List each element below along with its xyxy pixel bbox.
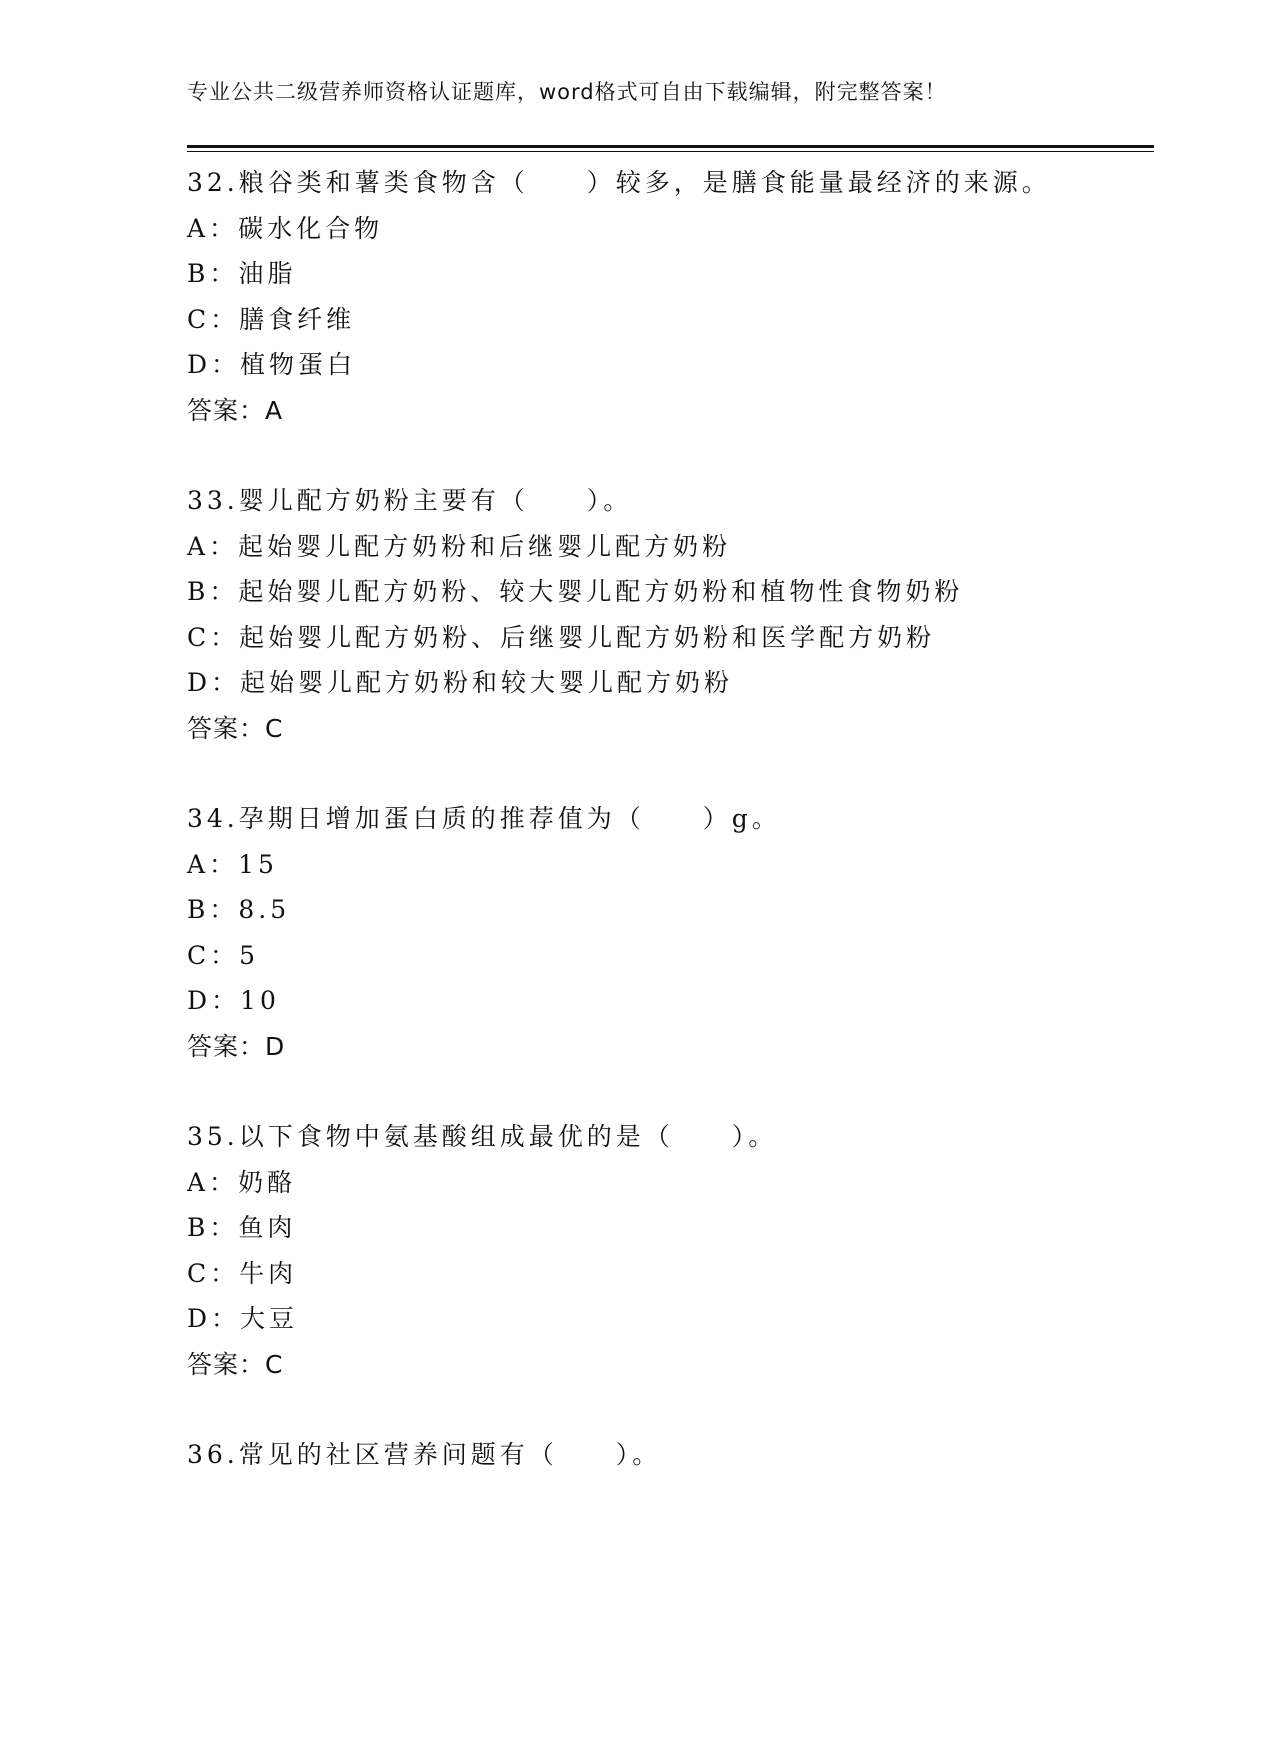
option-b — [187, 569, 1154, 615]
option-c — [187, 615, 1154, 661]
option-b — [187, 251, 1154, 297]
question-36 — [187, 1432, 1154, 1750]
option-letter: B： — [187, 577, 239, 606]
option-text: 10 — [240, 986, 280, 1015]
question-stem: 32.粮谷类和薯类食物含（ ）较多，是膳食能量最经济的来源。 — [187, 168, 1051, 197]
option-c — [187, 1251, 1154, 1297]
option-letter: B： — [187, 259, 239, 288]
option-d — [187, 1296, 1154, 1342]
option-letter: A： — [187, 531, 239, 561]
answer-label: 答案： — [187, 1349, 266, 1379]
option-text: 奶酪 — [238, 1167, 297, 1197]
question-35 — [187, 1114, 1154, 1432]
option-a — [187, 524, 1154, 570]
option-letter: A： — [187, 849, 239, 879]
option-text: 起始婴儿配方奶粉、较大婴儿配方奶粉和植物性食物奶粉 — [238, 577, 964, 606]
option-b — [187, 1205, 1154, 1251]
option-letter: C： — [187, 1258, 240, 1288]
question-list — [187, 160, 1154, 1750]
question-stem: 34.孕期日增加蛋白质的推荐值为（ ）g。 — [187, 804, 781, 833]
option-text: 牛肉 — [239, 1258, 298, 1288]
answer-value: A — [265, 395, 284, 425]
option-text: 5 — [239, 940, 260, 970]
option-letter: C： — [187, 304, 240, 334]
option-letter: C： — [187, 622, 240, 652]
option-text: 植物蛋白 — [240, 350, 357, 379]
option-text: 膳食纤维 — [239, 304, 356, 334]
option-letter: A： — [187, 1167, 239, 1197]
question-32 — [187, 160, 1154, 478]
option-d — [187, 978, 1154, 1024]
answer-line — [187, 1342, 1154, 1388]
option-letter: D： — [187, 350, 241, 379]
answer-label: 答案： — [187, 713, 266, 743]
answer-value: C — [265, 713, 284, 743]
header-rule-thin — [187, 151, 1154, 152]
option-b — [187, 887, 1154, 933]
answer-line — [187, 706, 1154, 752]
option-text: 起始婴儿配方奶粉、后继婴儿配方奶粉和医学配方奶粉 — [239, 622, 936, 652]
answer-label: 答案： — [187, 1031, 266, 1061]
option-c — [187, 297, 1154, 343]
option-text: 15 — [238, 849, 278, 879]
option-text: 油脂 — [238, 259, 297, 288]
option-c — [187, 933, 1154, 979]
answer-line — [187, 388, 1154, 434]
question-stem: 35.以下食物中氨基酸组成最优的是（ ）。 — [187, 1122, 778, 1151]
answer-line — [187, 1024, 1154, 1070]
question-33 — [187, 478, 1154, 796]
option-letter: B： — [187, 895, 239, 924]
option-text: 起始婴儿配方奶粉和后继婴儿配方奶粉 — [238, 531, 732, 561]
option-text: 碳水化合物 — [238, 213, 384, 243]
option-text: 鱼肉 — [238, 1213, 297, 1242]
option-a — [187, 206, 1154, 252]
option-letter: B： — [187, 1213, 239, 1242]
option-d — [187, 660, 1154, 706]
option-a — [187, 842, 1154, 888]
option-letter: D： — [187, 1304, 241, 1333]
page-header: 专业公共二级营养师资格认证题库，word格式可自由下载编辑，附完整答案！ — [187, 80, 947, 104]
answer-value: D — [265, 1031, 286, 1061]
option-letter: A： — [187, 213, 239, 243]
option-letter: C： — [187, 940, 240, 970]
option-letter: D： — [187, 668, 241, 697]
header-rule-thick — [187, 145, 1154, 148]
option-a — [187, 1160, 1154, 1206]
answer-value: C — [265, 1349, 284, 1379]
question-stem: 33.婴儿配方奶粉主要有（ ）。 — [187, 486, 633, 515]
option-letter: D： — [187, 986, 241, 1015]
option-text: 大豆 — [240, 1304, 299, 1333]
option-d — [187, 342, 1154, 388]
option-text: 起始婴儿配方奶粉和较大婴儿配方奶粉 — [240, 668, 734, 697]
question-stem: 36.常见的社区营养问题有（ ）。 — [187, 1440, 662, 1469]
option-text: 8.5 — [238, 895, 291, 924]
question-34 — [187, 796, 1154, 1114]
answer-label: 答案： — [187, 395, 266, 425]
